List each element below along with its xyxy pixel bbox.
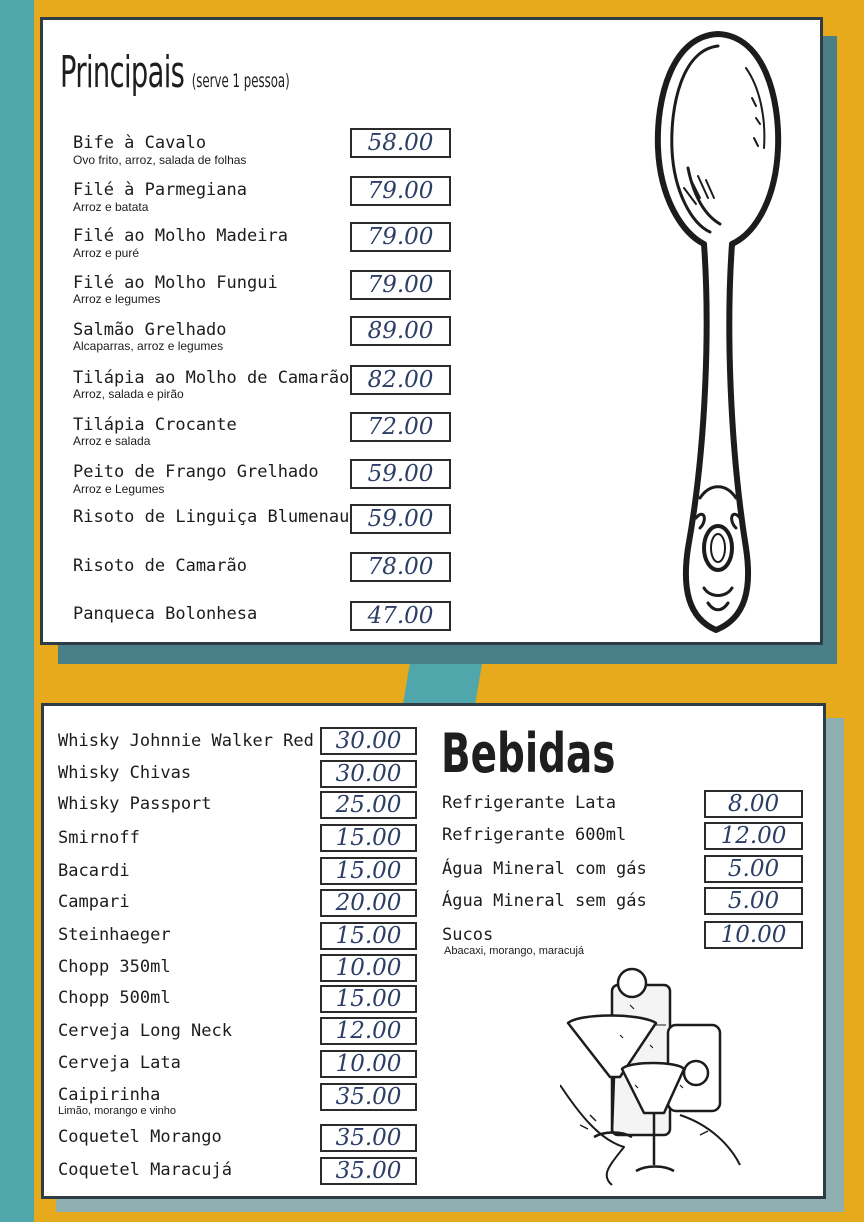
menu-item-price: 58.00 — [350, 128, 451, 158]
menu-item-name: Filé à Parmegiana — [73, 180, 247, 200]
drink-item-price: 15.00 — [320, 922, 417, 950]
menu-item-name: Peito de Frango Grelhado — [73, 462, 319, 482]
menu-item-desc: Arroz, salada e pirão — [73, 387, 184, 401]
menu-item-price: 72.00 — [350, 412, 451, 442]
menu-item-price: 78.00 — [350, 552, 451, 582]
drink-item-price: 35.00 — [320, 1157, 417, 1185]
cocktail-glasses-icon — [560, 965, 750, 1190]
drink-item-price: 35.00 — [320, 1124, 417, 1152]
menu-item-desc: Arroz e Legumes — [73, 482, 165, 496]
menu-item-desc: Arroz e legumes — [73, 292, 161, 306]
bebida-item-name: Água Mineral sem gás — [442, 891, 647, 911]
menu-item-name: Salmão Grelhado — [73, 320, 227, 340]
bebida-item-name: Refrigerante Lata — [442, 793, 616, 813]
bebida-item-name: Sucos — [442, 925, 494, 945]
menu-item-price: 89.00 — [350, 316, 451, 346]
drink-item-price: 10.00 — [320, 1050, 417, 1078]
menu-item-desc: Ovo frito, arroz, salada de folhas — [73, 153, 247, 167]
drink-item-price: 30.00 — [320, 760, 417, 788]
bebida-item-desc: Abacaxi, morango, maracujá — [444, 945, 585, 957]
menu-item-price: 79.00 — [350, 270, 451, 300]
drink-item-price: 12.00 — [320, 1017, 417, 1045]
menu-item-name: Panqueca Bolonhesa — [73, 604, 258, 624]
menu-item-name: Filé ao Molho Madeira — [73, 226, 288, 246]
drink-item-name: Cerveja Long Neck — [58, 1021, 232, 1041]
drink-item-price: 25.00 — [320, 791, 417, 819]
drink-item-name: Coquetel Morango — [58, 1127, 222, 1147]
drink-item-name: Campari — [58, 892, 130, 912]
drink-item-name: Cerveja Lata — [58, 1053, 181, 1073]
drink-item-name: Coquetel Maracujá — [58, 1160, 232, 1180]
drink-item-name: Chopp 500ml — [58, 988, 171, 1008]
drink-item-price: 15.00 — [320, 824, 417, 852]
drink-item-name: Caipirinha — [58, 1085, 161, 1105]
menu-item-name: Risoto de Linguiça Blumenau — [73, 507, 350, 527]
menu-item-price: 59.00 — [350, 504, 451, 534]
bebida-item-name: Água Mineral com gás — [442, 859, 647, 879]
bebida-item-price: 12.00 — [704, 822, 803, 850]
menu-item-name: Bife à Cavalo — [73, 133, 207, 153]
drink-item-price: 15.00 — [320, 857, 417, 885]
menu-item-desc: Alcaparras, arroz e legumes — [73, 339, 224, 353]
drink-item-name: Smirnoff — [58, 828, 140, 848]
bebida-item-price: 10.00 — [704, 921, 803, 949]
menu-item-name: Tilápia ao Molho de Camarão — [73, 368, 350, 388]
menu-item-desc: Arroz e puré — [73, 246, 140, 260]
drink-item-name: Bacardi — [58, 861, 130, 881]
drink-item-name: Whisky Chivas — [58, 763, 192, 783]
menu-item-price: 82.00 — [350, 365, 451, 395]
bebidas-title: Bebidas — [441, 722, 616, 785]
drink-item-price: 20.00 — [320, 889, 417, 917]
drink-item-price: 10.00 — [320, 954, 417, 982]
drink-item-desc: Limão, morango e vinho — [58, 1105, 177, 1117]
drink-item-name: Chopp 350ml — [58, 957, 171, 977]
menu-item-name: Tilápia Crocante — [73, 415, 237, 435]
drink-item-name: Steinhaeger — [58, 925, 171, 945]
drink-item-name: Whisky Passport — [58, 794, 212, 814]
menu-item-price: 47.00 — [350, 601, 451, 631]
menu-item-price: 79.00 — [350, 222, 451, 252]
menu-item-desc: Arroz e salada — [73, 434, 151, 448]
drink-item-price: 35.00 — [320, 1083, 417, 1111]
principais-title: Principais (serve 1 pessoa) — [60, 47, 290, 98]
drink-item-price: 30.00 — [320, 727, 417, 755]
menu-item-price: 59.00 — [350, 459, 451, 489]
drink-item-price: 15.00 — [320, 985, 417, 1013]
bebida-item-price: 5.00 — [704, 855, 803, 883]
drink-item-name: Whisky Johnnie Walker Red — [58, 731, 314, 751]
bebida-item-price: 8.00 — [704, 790, 803, 818]
principais-subtitle: (serve 1 pessoa) — [191, 70, 290, 92]
menu-item-name: Risoto de Camarão — [73, 556, 247, 576]
bebida-item-name: Refrigerante 600ml — [442, 825, 627, 845]
menu-item-name: Filé ao Molho Fungui — [73, 273, 278, 293]
left-teal-strip — [0, 0, 34, 1222]
spoon-icon — [648, 28, 788, 638]
menu-item-desc: Arroz e batata — [73, 200, 149, 214]
menu-item-price: 79.00 — [350, 176, 451, 206]
bebida-item-price: 5.00 — [704, 887, 803, 915]
